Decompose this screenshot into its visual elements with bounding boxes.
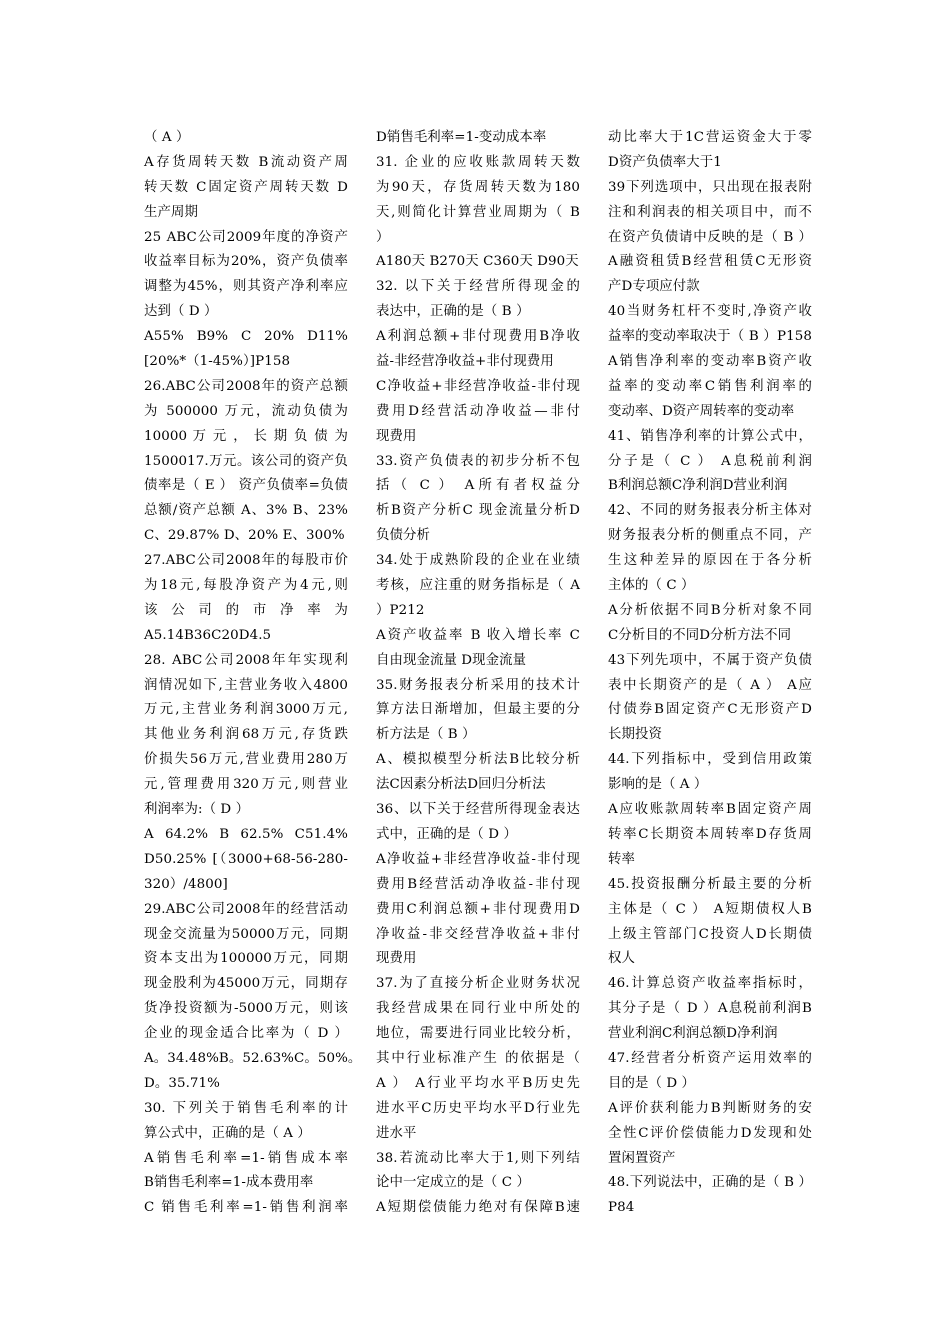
text-line: C净收益+非经营净收益-非付现 xyxy=(376,378,580,394)
text-column-1 xyxy=(144,126,362,1221)
text-line: 1500017.万元。该公司的资产负 xyxy=(144,453,348,469)
text-line: 26.ABC公司2008年的资产总额 xyxy=(144,378,348,394)
text-line: 43下列先项中，不属于资产负债 xyxy=(608,652,812,668)
text-line: 生产周期 xyxy=(144,204,198,220)
text-line: C、29.87% D、20% E、300% xyxy=(144,528,345,544)
text-line: 28. ABC公司2008年年实现利 xyxy=(144,652,348,668)
text-line: 40当财务杠杆不变时,净资产收 xyxy=(608,304,812,320)
text-line: A净收益+非经营净收益-非付现 xyxy=(376,851,580,867)
text-line: 费用C利润总额+非付现费用D xyxy=(376,901,580,917)
text-line: 现费用 xyxy=(376,428,417,444)
text-line: 注和利润表的相关项目中，而不 xyxy=(608,204,812,220)
text-line: 长期投资 xyxy=(608,727,662,743)
text-line: 收益率目标为20%，资产负债率 xyxy=(144,254,348,270)
text-line: 营业利润C利润总额D净利润 xyxy=(608,1026,778,1042)
text-line: 达到（ D ） xyxy=(144,304,218,320)
text-line: 现金交流量为50000万元，同期 xyxy=(144,926,348,942)
text-line: 主体是（ C ） A短期债权人B xyxy=(608,901,812,917)
text-line: C 销售毛利率=1-销售利润率 xyxy=(144,1200,348,1216)
text-line: 45.投资报酬分析最主要的分析 xyxy=(608,876,812,892)
text-line: 37.为了直接分析企业财务状况 xyxy=(376,976,580,992)
text-line: 益-非经营净收益+非付现费用 xyxy=(376,354,554,370)
text-line: 天,则简化计算营业周期为（ B xyxy=(376,204,580,220)
text-line: 考核，应注重的财务指标是（ A xyxy=(376,578,580,594)
text-line: 为 500000 万元，流动负债为 xyxy=(144,403,348,419)
text-line: D。35.71% xyxy=(144,1075,220,1091)
text-line: A存货周转天数 B流动资产周 xyxy=(144,154,348,170)
text-line: 债率是（ E ） 资产负债率=负债 xyxy=(144,478,348,494)
text-line: 表中长期资产的是（ A ） A应 xyxy=(608,677,812,693)
text-line: A。34.48%B。52.63%C。50%。 xyxy=(144,1050,362,1066)
text-line: 费用D经营活动净收益—非付 xyxy=(376,403,580,419)
text-line: 万元,主营业务利润3000万元, xyxy=(144,702,348,718)
text-line: 25 ABC公司2009年度的净资产 xyxy=(144,229,348,245)
text-line: 10000 万 元 ， 长 期 负 债 为 xyxy=(144,428,348,444)
text-line: 35.财务报表分析采用的技术计 xyxy=(376,677,580,693)
text-line: 表达中，正确的是（ B ） xyxy=(376,304,530,320)
text-line: 析方法是（ B ） xyxy=(376,727,476,743)
text-line: 在资产负债请中反映的是（ B ） xyxy=(608,229,812,245)
text-line: 分子是（ C ） A息税前利润 xyxy=(608,453,812,469)
text-line: 益率的变动率C销售利润率的 xyxy=(608,378,812,394)
text-line: 42、不同的财务报表分析主体对 xyxy=(608,503,812,519)
text-line: 现费用 xyxy=(376,951,417,967)
text-line: 地位，需要进行同业比较分析， xyxy=(376,1026,580,1042)
text-line: A ） A行业平均水平B历史先 xyxy=(376,1075,580,1091)
text-line: 为90天，存货周转天数为180 xyxy=(376,179,580,195)
text-line: ）P212 xyxy=(376,602,425,618)
text-line: 现金股利为45000万元，同期存 xyxy=(144,976,348,992)
text-line: 39下列选项中，只出现在报表附 xyxy=(608,179,812,195)
text-line: 企业的现金适合比率为（ D ） xyxy=(144,1026,348,1042)
text-line: 47.经营者分析资产运用效率的 xyxy=(608,1050,812,1066)
text-line: 算方法日渐增加，但最主要的分 xyxy=(376,702,580,718)
text-line: 36、以下关于经营所得现金表达 xyxy=(376,802,580,818)
text-line: 影响的是（ A ） xyxy=(608,777,708,793)
text-line: 括（ C ） A所有者权益分 xyxy=(376,478,580,494)
text-line: 润情况如下,主营业务收入4800 xyxy=(144,677,348,693)
text-line: A应收账款周转率B固定资产周 xyxy=(608,802,812,818)
text-line: A销售净利率的变动率B资产收 xyxy=(608,354,812,370)
text-line: 变动率、D资产周转率的变动率 xyxy=(608,403,795,419)
text-line: 置闲置资产 xyxy=(608,1150,676,1166)
text-line: 自由现金流量 D现金流量 xyxy=(376,652,527,668)
text-line: 生这种差异的原因在于各分析 xyxy=(608,553,812,569)
text-line: 44.下列指标中，受到信用政策 xyxy=(608,752,812,768)
text-line: 式中，正确的是（ D ） xyxy=(376,826,517,842)
text-line: 33.资产负债表的初步分析不包 xyxy=(376,453,580,469)
text-line: 元,管理费用320万元,则营业 xyxy=(144,777,348,793)
text-line: A180天 B270天 C360天 D90天 xyxy=(376,254,579,270)
text-line: A销售毛利率=1-销售成本率 xyxy=(144,1150,348,1166)
text-line: 负债分析 xyxy=(376,528,430,544)
text-line: A短期偿债能力绝对有保障B速 xyxy=(376,1200,580,1216)
text-line: 益率的变动率取决于（ B ）P158 xyxy=(608,329,812,345)
text-line: 48.下列说法中，正确的是（ B ） xyxy=(608,1175,812,1191)
text-line: D50.25% [（3000+68-56-280- xyxy=(144,851,348,867)
text-line: 法C因素分析法D回归分析法 xyxy=(376,777,546,793)
text-line: [20%*（1-45%）]P158 xyxy=(144,354,291,370)
text-line: ） xyxy=(376,229,390,245)
text-line: 净收益-非交经营净收益+非付 xyxy=(376,926,580,942)
text-line: 权人 xyxy=(608,951,635,967)
text-line: A融资租赁B经营租赁C无形资 xyxy=(608,254,812,270)
text-line: 转率C长期资本周转率D存货周 xyxy=(608,826,812,842)
text-line: 转率 xyxy=(608,851,635,867)
text-line: B销售毛利率=1-成本费用率 xyxy=(144,1175,314,1191)
text-line: 目的是（ D ） xyxy=(608,1075,696,1091)
text-line: 付债券B固定资产C无形资产D xyxy=(608,702,812,718)
text-line: 该 公 司 的 市 净 率 为 xyxy=(144,602,348,618)
text-line: 产D专项应付款 xyxy=(608,279,700,295)
text-line: 进水平 xyxy=(376,1125,417,1141)
text-line: 46.计算总资产收益率指标时， xyxy=(608,976,812,992)
text-line: A利润总额+非付现费用B净收 xyxy=(376,329,580,345)
text-line: 为18元,每股净资产为4元,则 xyxy=(144,578,348,594)
text-line: 其他业务利润68万元,存货跌 xyxy=(144,727,348,743)
text-line: 31. 企业的应收账款周转天数 xyxy=(376,154,580,170)
text-line: A5.14B36C20D4.5 xyxy=(144,627,272,643)
text-line: A评价获利能力B判断财务的安 xyxy=(608,1100,812,1116)
text-line: 总额/资产总额 A、3% B、23% xyxy=(144,503,348,519)
text-line: B利润总额C净利润D营业利润 xyxy=(608,478,788,494)
text-line: 论中一定成立的是（ C ） xyxy=(376,1175,530,1191)
text-column-2 xyxy=(376,126,580,1221)
text-line: 进水平C历史平均水平D行业先 xyxy=(376,1100,580,1116)
text-line: 38.若流动比率大于1,则下列结 xyxy=(376,1150,580,1166)
text-line: 我经营成果在同行业中所处的 xyxy=(376,1001,580,1017)
text-line: A、模拟模型分析法B比较分析 xyxy=(376,752,580,768)
text-line: A资产收益率 B 收入增长率 C xyxy=(376,627,580,643)
text-line: 320）/4800] xyxy=(144,876,228,892)
text-line: 全性C评价偿债能力D发现和处 xyxy=(608,1125,812,1141)
text-line: 上级主管部门C投资人D长期债 xyxy=(608,926,812,942)
text-line: 动比率大于1C营运资金大于零 xyxy=(608,130,812,145)
text-line: 27.ABC公司2008年的每股市价 xyxy=(144,553,348,569)
text-line: A 64.2% B 62.5% C51.4% xyxy=(144,826,348,842)
text-line: （ A ） xyxy=(144,130,190,145)
text-line: 其分子是（ D ）A息税前利润B xyxy=(608,1001,812,1017)
text-line: 价损失56万元,营业费用280万 xyxy=(144,752,348,768)
text-line: A55% B9% C 20% D11% xyxy=(144,329,348,345)
text-line: 34.处于成熟阶段的企业在业绩 xyxy=(376,553,580,569)
text-line: 算公式中，正确的是（ A ） xyxy=(144,1125,311,1141)
text-column-3 xyxy=(608,126,812,1221)
text-line: 其中行业标准产生 的依据是（ xyxy=(376,1050,580,1066)
text-line: 32. 以下关于经营所得现金的 xyxy=(376,279,580,295)
text-line: C分析目的不同D分析方法不同 xyxy=(608,627,792,643)
text-line: 费用B经营活动净收益-非付现 xyxy=(376,876,580,892)
text-line: 主体的（ C ） xyxy=(608,578,695,594)
text-line: P84 xyxy=(608,1200,635,1216)
text-line: 29.ABC公司2008年的经营活动 xyxy=(144,901,348,917)
text-line: 货净投资额为-5000万元，则该 xyxy=(144,1001,348,1017)
text-line: 资本支出为100000万元，同期 xyxy=(144,951,348,967)
text-line: 财务报表分析的侧重点不同，产 xyxy=(608,528,812,544)
text-line: 析B资产分析C 现金流量分析D xyxy=(376,503,580,519)
text-line: 调整为45%，则其资产净利率应 xyxy=(144,279,348,295)
text-line: 30. 下列关于销售毛利率的计 xyxy=(144,1100,348,1116)
text-line: D销售毛利率=1-变动成本率 xyxy=(376,130,547,145)
text-line: D资产负债率大于1 xyxy=(608,154,722,170)
text-line: 转天数 C固定资产周转天数 D xyxy=(144,179,348,195)
text-line: A分析依据不同B分析对象不同 xyxy=(608,602,812,618)
text-line: 41、销售净利率的计算公式中， xyxy=(608,428,812,444)
text-line: 利润率为:（ D ） xyxy=(144,802,250,818)
